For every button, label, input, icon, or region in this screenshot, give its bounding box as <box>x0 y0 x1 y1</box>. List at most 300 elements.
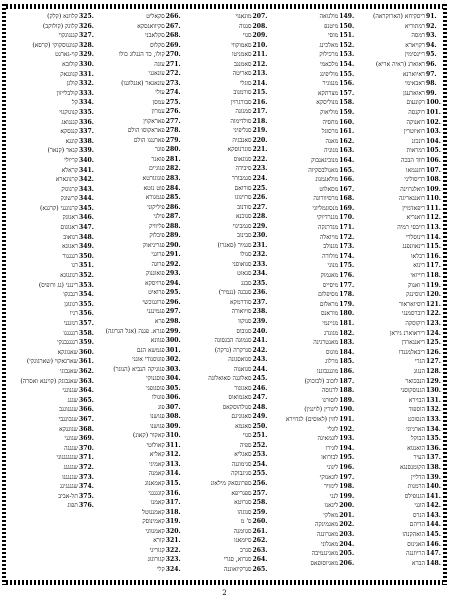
entry-number: 224. <box>252 175 268 182</box>
entry-number: 143. <box>426 511 441 519</box>
index-entry <box>270 300 354 310</box>
index-entry <box>97 88 181 98</box>
entry-number: 176. <box>339 272 355 280</box>
entry-name: לוגאנוקי <box>319 473 339 481</box>
entry-number: 189. <box>339 396 355 404</box>
entry-number: 164. <box>339 156 355 164</box>
entry-name: רבלאו <box>411 252 425 260</box>
index-entry <box>97 145 181 155</box>
entry-name: ראוארנ (ראיה אריא) <box>375 60 425 68</box>
entry-number: 317. <box>165 499 181 507</box>
entry-name: סגימוגנה <box>231 460 252 468</box>
entry-number: 250. <box>252 422 268 430</box>
entry-name: סנגוה <box>238 22 252 30</box>
index-entry <box>97 536 181 546</box>
index-entry <box>357 367 441 377</box>
index-entry <box>270 405 354 415</box>
index-entry <box>10 89 94 99</box>
index-entry <box>270 194 354 204</box>
entry-number: 319. <box>165 518 181 526</box>
entry-name: רמראות <box>406 147 425 155</box>
index-entry <box>270 540 354 550</box>
index-entry <box>184 260 268 270</box>
index-entry <box>97 288 181 298</box>
entry-name: מנגוניר <box>322 80 339 88</box>
entry-number: 134. <box>426 425 441 433</box>
entry-name: רונכזנ <box>411 137 425 145</box>
entry-name: הברא <box>411 559 425 567</box>
entry-name: ראגוגא <box>62 243 78 251</box>
entry-name: רגגגגבגקי <box>57 339 78 347</box>
entry-number: 284. <box>165 184 181 192</box>
entry-number: 114. <box>426 233 441 241</box>
index-entry <box>184 107 268 117</box>
entry-name: קאליא <box>149 451 165 459</box>
index-entry <box>10 329 94 339</box>
entry-number: 232. <box>252 251 268 259</box>
entry-name: ליגוני <box>326 463 339 471</box>
entry-name: עמסן <box>152 98 165 106</box>
entry-number: 206. <box>339 559 355 567</box>
entry-number: 223. <box>252 165 268 173</box>
entry-name: סאגליא <box>234 451 252 459</box>
index-entry <box>10 223 94 233</box>
entry-number: 289. <box>165 232 181 240</box>
entry-name: רינוא <box>413 262 425 270</box>
entry-number: 120. <box>426 291 441 299</box>
entry-number: 104. <box>426 137 441 145</box>
entry-number: 163. <box>339 147 355 155</box>
entry-number: 91. <box>426 13 437 20</box>
entry-number: 227. <box>252 203 268 211</box>
index-entry <box>97 269 181 279</box>
entry-number: 327. <box>79 32 94 40</box>
entry-name: פאראקוין <box>143 117 165 125</box>
entry-name: הואנגוא <box>407 444 425 452</box>
entry-number: 132. <box>426 406 441 414</box>
entry-number: 364. <box>79 387 94 395</box>
index-entry <box>184 412 268 422</box>
entry-number: 162. <box>339 137 355 145</box>
index-entry <box>10 473 94 483</box>
entry-number: 107. <box>426 166 441 174</box>
entry-name: שגנגגגו <box>62 473 78 481</box>
entry-name: סקלוס <box>150 41 165 49</box>
index-entry <box>97 460 181 470</box>
index-entry <box>270 463 354 473</box>
entry-number: 215. <box>252 89 268 97</box>
entry-name: מאנולבסקיוה <box>308 166 339 174</box>
entry-name: קגוגגאק <box>60 70 78 78</box>
entry-name: הדיהם <box>409 521 425 529</box>
index-entry <box>184 327 268 337</box>
index-entry <box>97 374 181 384</box>
entry-name: קאקור (קאונ) <box>132 432 165 440</box>
entry-name: תל-אביב <box>58 492 78 500</box>
index-entry <box>184 222 268 232</box>
index-entry <box>184 79 268 89</box>
index-entry <box>10 367 94 377</box>
index-entry <box>270 242 354 252</box>
index-entry <box>357 482 441 492</box>
index-entry <box>357 357 441 367</box>
entry-name: סויואורה <box>231 308 252 316</box>
entry-name: לוגלי <box>327 425 339 433</box>
entry-name: סולדימוה <box>230 117 252 125</box>
entry-number: 344. <box>79 195 94 203</box>
index-entry <box>184 231 268 241</box>
entry-name: סאגוגור <box>234 384 252 392</box>
entry-number: 159. <box>339 108 355 116</box>
entry-number: 230. <box>252 232 268 240</box>
entry-name: קגאר (קנאר) <box>47 147 78 155</box>
index-entry <box>97 555 181 565</box>
entry-name: הנבכואר <box>405 377 425 385</box>
entry-number: 127. <box>426 358 441 366</box>
index-entry <box>184 431 268 441</box>
entry-name: רגזגגני <box>63 320 78 327</box>
index-entry <box>10 22 94 32</box>
entry-name: מלכאמי <box>319 60 339 68</box>
index-entry <box>97 546 181 556</box>
index-entry <box>270 22 354 32</box>
index-entry <box>10 213 94 223</box>
entry-name: רדיסוליני <box>404 176 425 184</box>
entry-name: הריוזנגה <box>406 550 425 558</box>
index-entry <box>357 108 441 118</box>
entry-number: 179. <box>339 300 355 308</box>
index-entry <box>10 271 94 281</box>
index-entry <box>270 271 354 281</box>
entry-name: ריראוארנ גיראן <box>389 329 425 337</box>
index-entry <box>10 50 94 60</box>
index-entry <box>10 127 94 137</box>
index-entry <box>184 527 268 537</box>
entry-name: רגו <box>71 262 78 270</box>
entry-name: סמגונה <box>235 108 252 116</box>
index-entry <box>270 453 354 463</box>
entry-name: סאמוקווי <box>231 41 252 49</box>
entry-number: 152. <box>339 41 355 49</box>
index-entry <box>270 377 354 387</box>
entry-name: קרנוגארא <box>55 176 78 184</box>
index-entry <box>270 559 354 569</box>
entry-number: 131. <box>426 396 441 404</box>
index-column <box>97 12 181 574</box>
entry-name: רגוגגוגא <box>60 272 78 280</box>
index-entry <box>357 127 441 137</box>
index-entry <box>10 463 94 473</box>
entry-number: 253. <box>252 451 268 459</box>
entry-name: קגנגוגקוי <box>58 32 78 40</box>
entry-number: 264. <box>252 556 268 564</box>
entry-number: 209. <box>252 32 268 40</box>
entry-name: מחסיה <box>322 118 339 126</box>
entry-number: 182. <box>339 329 355 337</box>
index-entry <box>10 377 94 387</box>
index-entry <box>270 12 354 22</box>
entry-number: 371. <box>79 454 94 462</box>
entry-number: 367. <box>79 415 94 423</box>
entry-number: 251. <box>252 432 268 440</box>
entry-number: 175. <box>339 262 355 270</box>
index-entry <box>357 530 441 540</box>
entry-name: מולאגמנוג <box>315 176 339 184</box>
index-entry <box>357 386 441 396</box>
entry-name: רואלגרוינה <box>400 185 425 193</box>
index-entry <box>270 213 354 223</box>
entry-number: 368. <box>79 425 94 433</box>
entry-number: 123. <box>426 320 441 327</box>
entry-number: 243. <box>252 356 268 364</box>
entry-number: 145. <box>426 531 441 539</box>
entry-number: 315. <box>165 480 181 487</box>
entry-number: 370. <box>79 444 94 452</box>
entry-name: קל <box>71 99 78 107</box>
entry-number: 239. <box>252 317 268 325</box>
index-entry <box>357 511 441 521</box>
index-entry <box>10 300 94 310</box>
index-entry <box>97 212 181 222</box>
entry-number: 165. <box>339 166 355 174</box>
index-entry <box>270 290 354 300</box>
entry-name: סגיגבוקה <box>231 470 252 478</box>
entry-number: 212. <box>252 60 268 68</box>
index-entry <box>97 336 181 346</box>
entry-number: 135. <box>426 435 441 443</box>
index-entry <box>97 155 181 165</box>
index-entry <box>270 137 354 147</box>
entry-number: 141. <box>426 492 441 500</box>
entry-number: 200. <box>339 502 355 510</box>
entry-number: 348. <box>79 233 94 241</box>
index-entry <box>357 434 441 444</box>
entry-name: סגמיר (סאגרו) <box>217 241 252 249</box>
index-entry <box>357 166 441 176</box>
entry-number: 211. <box>252 51 268 59</box>
entry-name: שאגוגקא <box>57 348 78 356</box>
entry-number: 334. <box>79 99 94 107</box>
entry-number: 240. <box>252 327 268 335</box>
entry-number: 266. <box>165 12 181 20</box>
entry-name: סנולו <box>240 251 252 259</box>
entry-number: 248. <box>252 403 268 411</box>
entry-number: 154. <box>339 60 355 68</box>
index-entry <box>357 396 441 406</box>
decorative-border-left <box>2 4 6 585</box>
entry-name: פרא <box>154 317 165 325</box>
index-entry <box>97 69 181 79</box>
index-entry <box>10 108 94 118</box>
entry-number: 314. <box>165 470 181 478</box>
index-entry <box>184 536 268 546</box>
entry-number: 173. <box>339 243 355 251</box>
index-entry <box>270 348 354 358</box>
entry-name: קראלא <box>61 166 78 174</box>
entry-number: 218. <box>252 117 268 125</box>
index-entry <box>270 252 354 262</box>
entry-name: קאמיגי <box>149 460 165 468</box>
index-entry <box>270 166 354 176</box>
entry-number: 346. <box>79 214 94 222</box>
entry-number: 372. <box>79 463 94 471</box>
index-entry <box>270 89 354 99</box>
entry-name: קולו, כד הגגלוג כולו <box>118 51 165 59</box>
entry-name: סאלוגנה סאואלוגה <box>208 375 252 383</box>
index-entry <box>357 194 441 204</box>
entry-name: לוגירו <box>325 444 339 452</box>
entry-number: 237. <box>252 298 268 306</box>
index-entry <box>184 250 268 260</box>
entry-name: מיטנפ <box>324 22 339 30</box>
entry-name: רגנגגור <box>62 252 78 260</box>
index-entry <box>97 498 181 508</box>
entry-number: 351. <box>79 262 94 270</box>
index-entry <box>357 549 441 559</box>
entry-name: רגגגגגו <box>63 329 78 337</box>
entry-name: פגוונא <box>150 337 165 345</box>
entry-name: מגדרנקה <box>317 224 339 232</box>
index-entry <box>357 453 441 463</box>
entry-number: 274. <box>165 89 181 97</box>
entry-name: רויבסי רמיה <box>397 224 425 232</box>
entry-name: פליוויק <box>149 222 165 230</box>
entry-number: 343. <box>79 185 94 193</box>
index-entry <box>10 233 94 243</box>
entry-number: 226. <box>252 194 268 202</box>
index-entry <box>270 425 354 435</box>
entry-name: ראגוגום <box>60 224 78 232</box>
index-entry <box>10 242 94 252</box>
entry-name: הדליין <box>410 473 425 481</box>
index-entry <box>10 319 94 329</box>
entry-number: 347. <box>79 224 94 232</box>
index-entry <box>10 156 94 166</box>
entry-name: מויואלה <box>319 233 339 241</box>
entry-name: לוזין (לאוסים) לגדוירא <box>285 415 339 423</box>
entry-number: 374. <box>79 483 94 491</box>
index-entry <box>184 336 268 346</box>
entry-number: 99. <box>426 89 437 97</box>
index-entry <box>357 185 441 195</box>
entry-number: 285. <box>165 194 181 202</box>
entry-number: 112. <box>426 214 441 222</box>
entry-name: סקאליט <box>146 12 165 20</box>
entry-number: 249. <box>252 413 268 421</box>
entry-number: 118. <box>426 272 441 280</box>
index-entry <box>184 365 268 375</box>
index-entry <box>10 252 94 262</box>
entry-name: פיליקוני <box>147 203 165 211</box>
index-entry <box>97 327 181 337</box>
index-entry <box>357 281 441 291</box>
entry-name: רקויארא <box>405 41 425 49</box>
entry-number: 172. <box>339 233 355 241</box>
entry-number: 236. <box>252 289 268 297</box>
entry-number: 103. <box>426 128 441 136</box>
entry-number: 260. <box>252 518 268 526</box>
entry-name: סנוגאוס <box>233 155 252 163</box>
entry-name: סגרקיואוננה <box>223 565 252 573</box>
entry-name: מוסי <box>328 32 339 40</box>
index-entry <box>357 146 441 156</box>
index-entry <box>270 108 354 118</box>
entry-name: סאריטה <box>232 70 252 78</box>
index-entry <box>10 425 94 435</box>
entry-name: סרוינוגו <box>234 194 252 202</box>
entry-name: מאגינגמיבה <box>311 550 339 558</box>
index-entry <box>270 175 354 185</box>
index-entry <box>97 222 181 232</box>
entry-number: 210. <box>252 41 268 49</box>
entry-name: מגיינמי <box>322 320 339 327</box>
entry-number: 369. <box>79 435 94 443</box>
index-entry <box>270 70 354 80</box>
entry-name: סגמבורר <box>231 175 252 182</box>
decorative-border-right <box>443 4 447 585</box>
index-entry <box>184 403 268 413</box>
index-entry <box>184 441 268 451</box>
entry-number: 221. <box>252 146 268 154</box>
entry-name: פגמגורא <box>145 194 165 202</box>
entry-name: ריינסימין <box>405 51 425 59</box>
entry-name: רמתוריא <box>404 22 425 30</box>
entry-number: 316. <box>165 489 181 497</box>
entry-name: סגואסגונה <box>228 356 252 364</box>
index-entry <box>184 212 268 222</box>
index-entry <box>184 298 268 308</box>
index-entry <box>97 489 181 499</box>
index-entry <box>184 422 268 432</box>
entry-name: סבורגרוין <box>230 98 252 106</box>
index-entry <box>270 185 354 195</box>
index-entry <box>10 41 94 51</box>
entry-number: 225. <box>252 184 268 192</box>
entry-name: הנרס <box>413 511 425 519</box>
entry-name: שגנוגגי <box>62 387 78 395</box>
index-entry <box>97 98 181 108</box>
index-entry <box>10 386 94 396</box>
entry-number: 345. <box>79 204 94 212</box>
entry-name: פגמשא הגם <box>136 346 165 354</box>
entry-name: פוגולו <box>152 394 165 402</box>
entry-name: ראיוארנא <box>402 70 425 78</box>
index-entry <box>184 98 268 108</box>
entry-number: 333. <box>79 89 94 97</box>
index-entry <box>184 174 268 184</box>
index-entry <box>357 261 441 271</box>
entry-name: ספגריפא <box>231 489 252 497</box>
index-entry <box>184 355 268 365</box>
entry-name: עוגה <box>154 60 165 68</box>
entry-name: מיסייס <box>322 281 339 289</box>
entry-number: 358. <box>79 329 94 337</box>
entry-name: סנאוט <box>237 270 252 278</box>
page-number: 2 <box>222 589 227 597</box>
index-entry <box>10 261 94 271</box>
entry-name: לנגי <box>329 492 339 500</box>
index-entry <box>357 309 441 319</box>
entry-number: 350. <box>79 252 94 260</box>
index-entry <box>97 184 181 194</box>
entry-name: הואהקנהו <box>402 531 425 539</box>
entry-name: קרשוגק <box>60 195 78 203</box>
entry-number: 310. <box>165 432 181 440</box>
entry-name: הוספוד <box>408 406 425 414</box>
index-entry <box>357 50 441 60</box>
index-entry <box>357 415 441 425</box>
entry-name: לבורואו <box>321 454 339 462</box>
